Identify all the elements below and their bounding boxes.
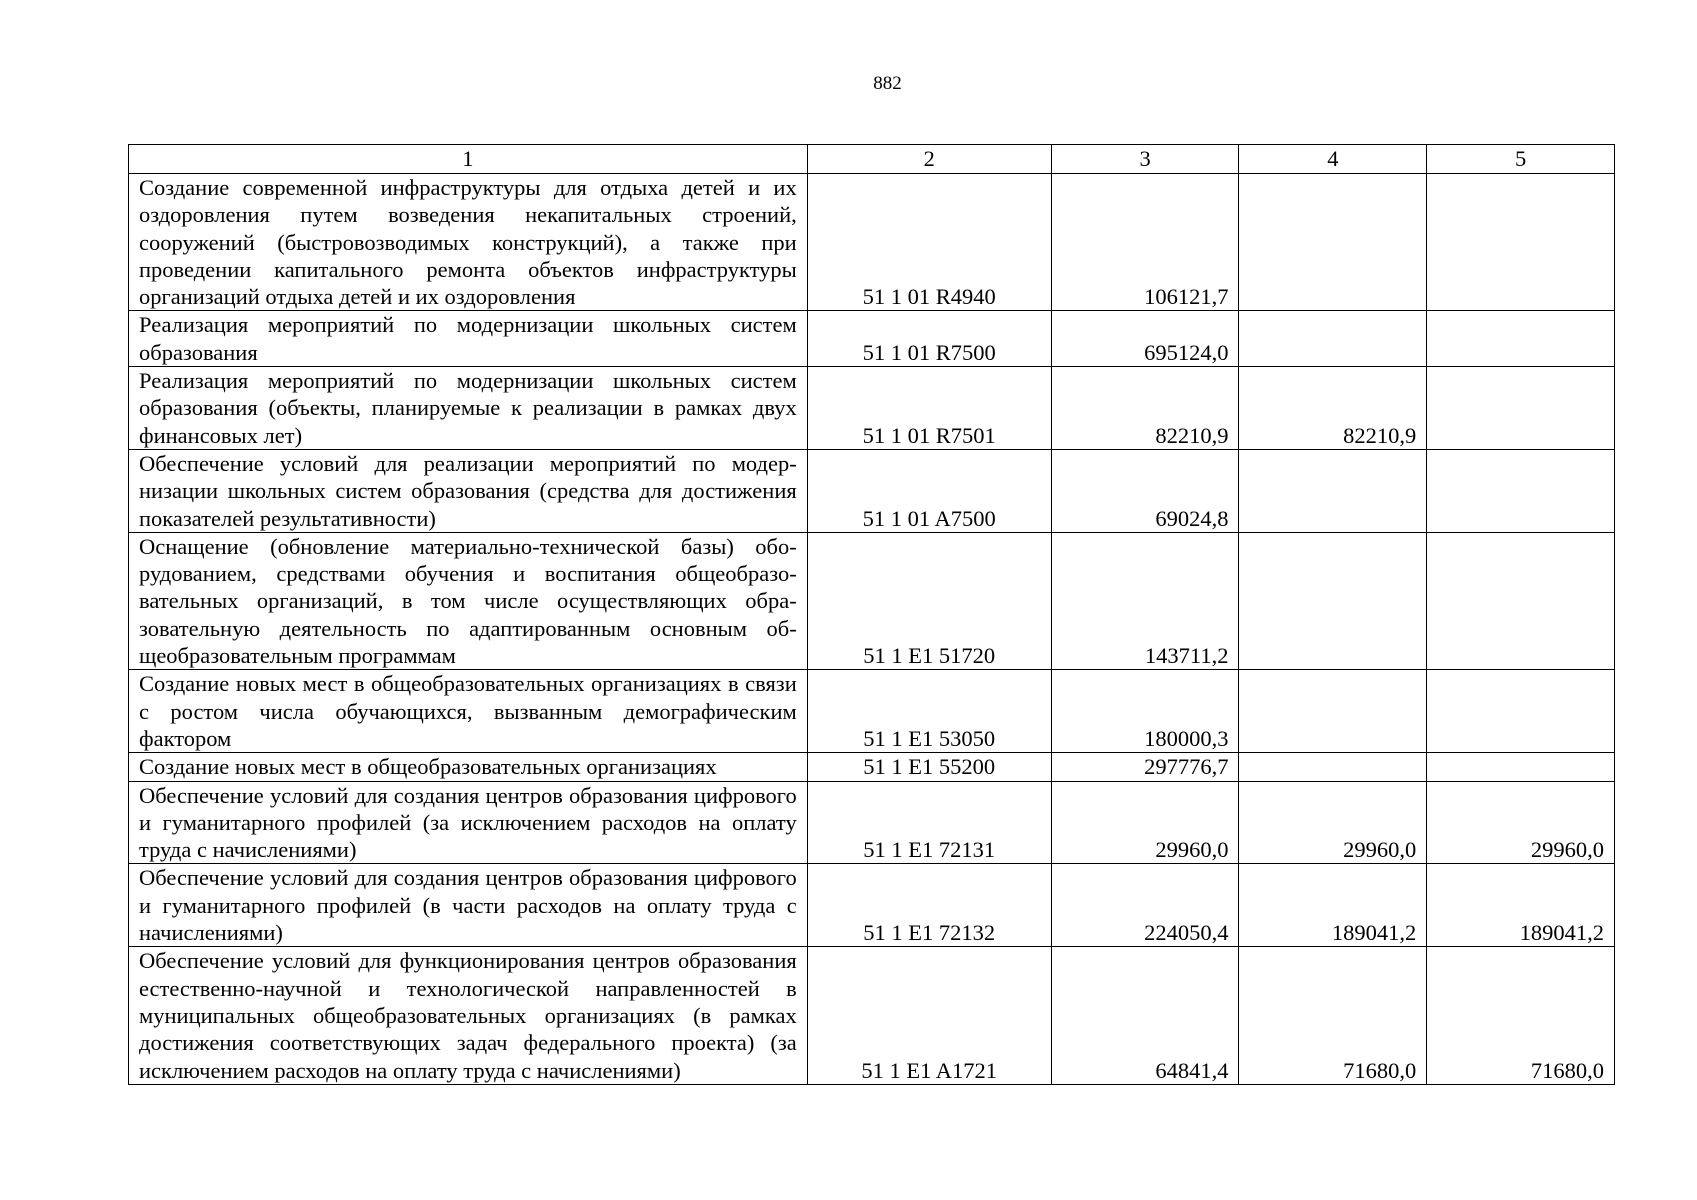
column-header-1: 1 <box>129 145 808 174</box>
row-value-5-cell <box>1427 753 1615 781</box>
table-row <box>129 174 1615 311</box>
row-name-cell: Обеспечение условий для создания центров образования цифрового и гуманитарного профилей (за исключением расходов на оплату труда с начислениями) <box>129 781 808 864</box>
row-code-cell: 51 1 E1 53050 <box>807 670 1051 753</box>
row-value-4-cell <box>1239 311 1427 367</box>
row-code-cell: 51 1 E1 51720 <box>807 532 1051 669</box>
row-code-cell: 51 1 E1 A1721 <box>807 947 1051 1084</box>
column-header-2: 2 <box>807 145 1051 174</box>
row-value-5-cell <box>1427 670 1615 753</box>
row-name-cell: Оснащение (обновление материально-технической базы) оборудованием, средствами обучения и воспитания общеобразовательных организаций, в том числе осуществляющих образовательную деятельность по адаптированным основным общеобразовательным программам <box>129 532 808 669</box>
row-value-3-cell: 69024,8 <box>1051 449 1239 532</box>
column-header-4: 4 <box>1239 145 1427 174</box>
row-value-4-cell <box>1239 449 1427 532</box>
row-name-cell: Реализация мероприятий по модернизации школьных систем образования (объекты, планируемые к реализации в рамках двух финансовых лет) <box>129 367 808 450</box>
row-value-4-cell: 82210,9 <box>1239 367 1427 450</box>
row-value-5-cell <box>1427 367 1615 450</box>
row-name-cell: Обеспечение условий для создания центров образования цифрового и гуманитарного профилей (в части расходов на оплату труда с начислениями) <box>129 864 808 947</box>
row-value-4-cell <box>1239 174 1427 311</box>
table-row <box>129 864 1615 947</box>
row-value-5-cell <box>1427 174 1615 311</box>
row-value-5-cell: 29960,0 <box>1427 781 1615 864</box>
row-value-3-cell: 82210,9 <box>1051 367 1239 450</box>
row-value-3-cell: 64841,4 <box>1051 947 1239 1084</box>
row-code-cell: 51 1 01 R4940 <box>807 174 1051 311</box>
table-row <box>129 781 1615 864</box>
row-value-3-cell: 143711,2 <box>1051 532 1239 669</box>
table-body <box>129 174 1615 1085</box>
row-code-cell: 51 1 E1 55200 <box>807 753 1051 781</box>
row-value-4-cell: 189041,2 <box>1239 864 1427 947</box>
row-value-4-cell: 71680,0 <box>1239 947 1427 1084</box>
row-value-5-cell <box>1427 532 1615 669</box>
row-value-5-cell <box>1427 311 1615 367</box>
page-number: 882 <box>873 73 902 94</box>
table-row <box>129 449 1615 532</box>
header-row <box>129 145 1615 174</box>
row-code-cell: 51 1 E1 72132 <box>807 864 1051 947</box>
row-code-cell: 51 1 E1 72131 <box>807 781 1051 864</box>
table-row <box>129 367 1615 450</box>
row-code-cell: 51 1 01 R7501 <box>807 367 1051 450</box>
row-value-5-cell: 71680,0 <box>1427 947 1615 1084</box>
row-value-5-cell <box>1427 449 1615 532</box>
row-name-cell: Создание современной инфраструктуры для отдыха детей и их оздоровления путем возведения некапитальных строений, сооружений (быстровозводимых конструкций), а также при проведении капитального ремонта объектов инфраструктуры организаций отдыха детей и их оздоровления <box>129 174 808 311</box>
budget-table <box>128 144 1615 1085</box>
row-name-cell: Создание новых мест в общеобразовательных организациях в связи с ростом числа обучающихся, вызванным демографическим фактором <box>129 670 808 753</box>
row-value-4-cell: 29960,0 <box>1239 781 1427 864</box>
row-value-4-cell <box>1239 670 1427 753</box>
row-name-cell: Обеспечение условий для реализации мероприятий по модернизации школьных систем образования (средства для достижения показателей результативности) <box>129 449 808 532</box>
row-value-3-cell: 297776,7 <box>1051 753 1239 781</box>
table-header <box>129 145 1615 174</box>
row-value-3-cell: 106121,7 <box>1051 174 1239 311</box>
row-value-3-cell: 224050,4 <box>1051 864 1239 947</box>
table-row <box>129 311 1615 367</box>
row-code-cell: 51 1 01 R7500 <box>807 311 1051 367</box>
table-row <box>129 753 1615 781</box>
row-value-4-cell <box>1239 753 1427 781</box>
row-value-5-cell: 189041,2 <box>1427 864 1615 947</box>
table-row <box>129 532 1615 669</box>
row-value-4-cell <box>1239 532 1427 669</box>
table-row <box>129 947 1615 1084</box>
row-value-3-cell: 180000,3 <box>1051 670 1239 753</box>
column-header-5: 5 <box>1427 145 1615 174</box>
row-name-cell: Реализация мероприятий по модернизации школьных систем образования <box>129 311 808 367</box>
table-row <box>129 670 1615 753</box>
column-header-3: 3 <box>1051 145 1239 174</box>
row-code-cell: 51 1 01 A7500 <box>807 449 1051 532</box>
row-value-3-cell: 695124,0 <box>1051 311 1239 367</box>
row-name-cell: Обеспечение условий для функционирования центров образования естественно-научной и технологической направленностей в муниципальных общеобразовательных организациях (в рамках достижения соответствующих задач федерального проекта) (за исключением расходов на оплату труда с начислениями) <box>129 947 808 1084</box>
row-name-cell: Создание новых мест в общеобразовательных организациях <box>129 753 808 781</box>
row-value-3-cell: 29960,0 <box>1051 781 1239 864</box>
